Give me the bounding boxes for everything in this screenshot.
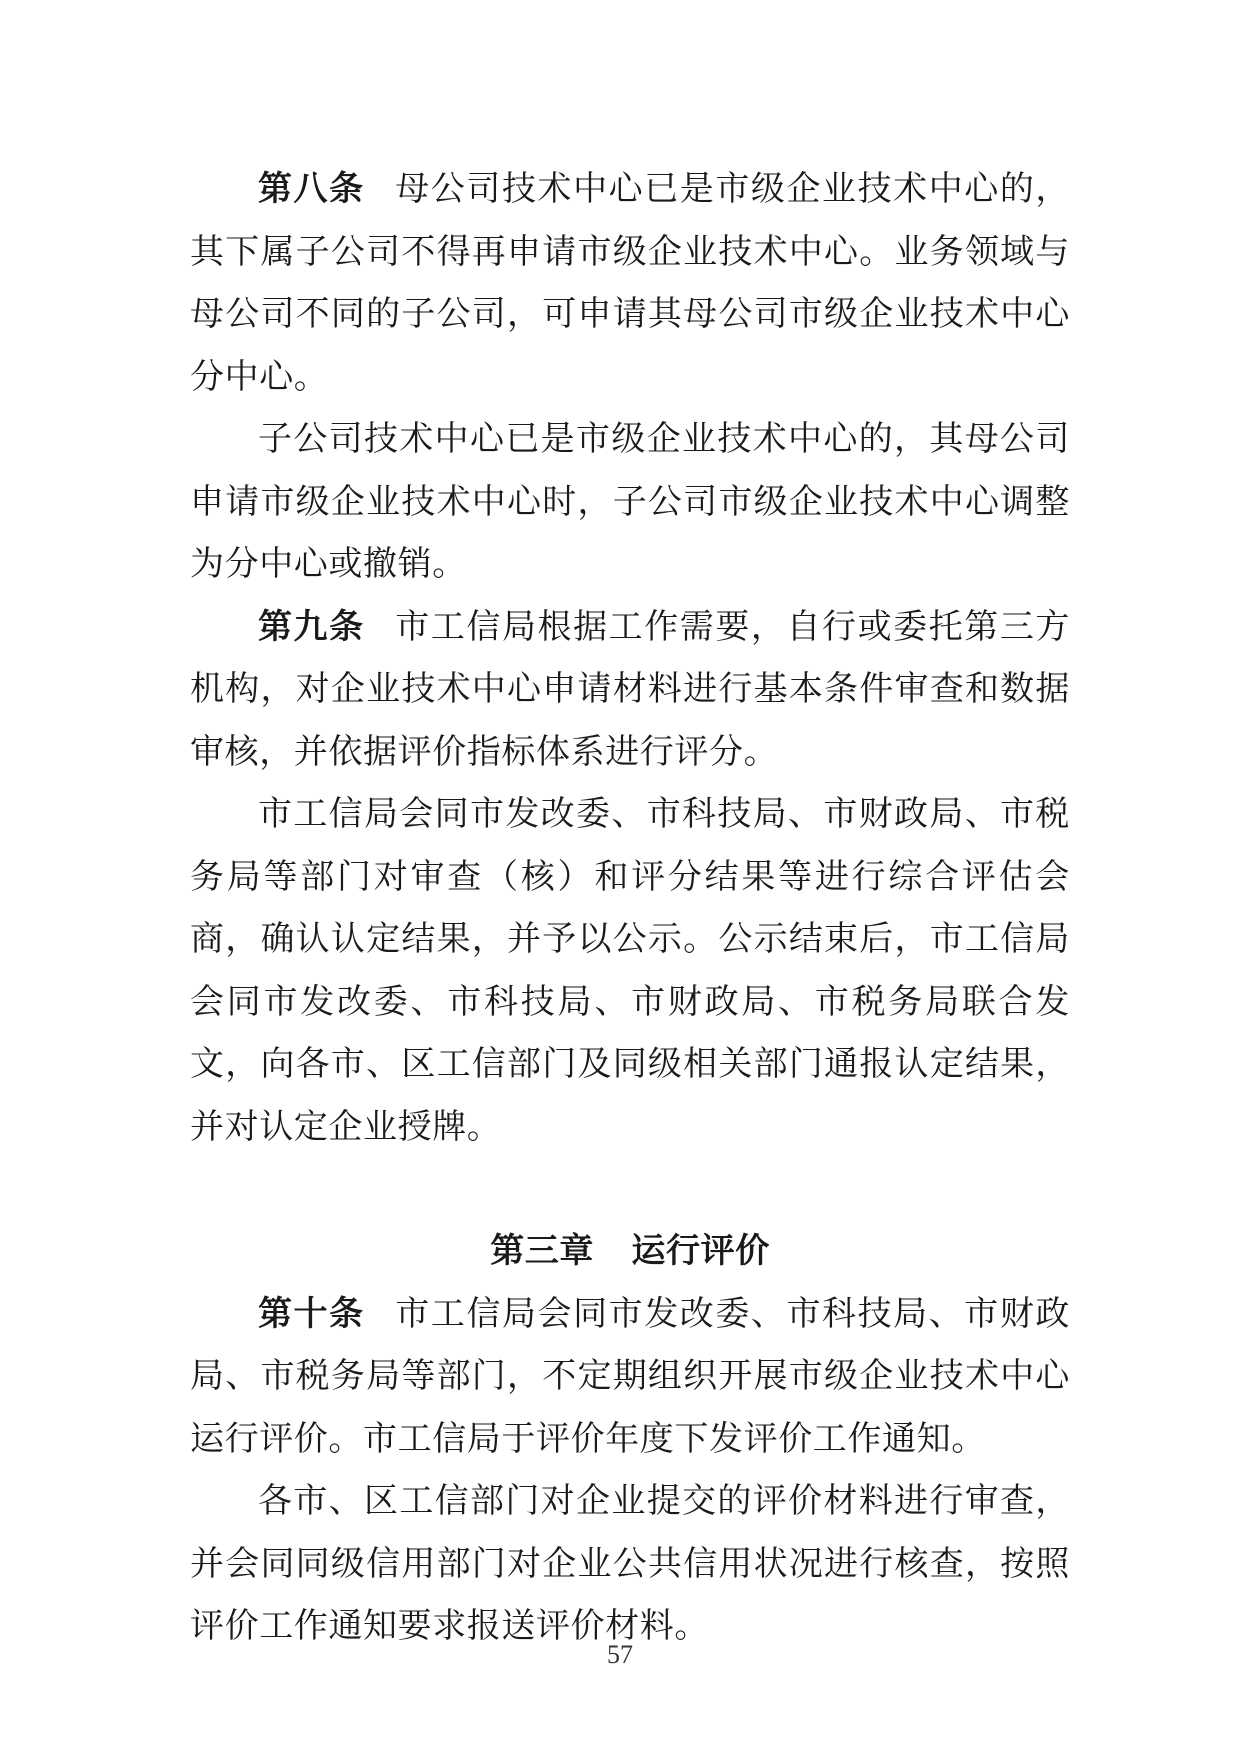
body-text <box>190 158 1070 1658</box>
chapter-number: 第三章 <box>490 1231 594 1271</box>
article-9-number: 第九条 <box>258 606 365 647</box>
article-8-text-1: 母公司技术中心已是市级企业技术中心的，其下属子公司不得再申请市级企业技术中心。业务领域与母公司不同的子公司，可申请其母公司市级企业技术中心分中心。 <box>190 169 1070 397</box>
article-9-text-1: 市工信局根据工作需要，自行或委托第三方机构，对企业技术中心申请材料进行基本条件审查和数据审核，并依据评价指标体系进行评分。 <box>190 606 1070 772</box>
chapter-heading <box>190 1220 1070 1283</box>
article-10-paragraph-2: 各市、区工信部门对企业提交的评价材料进行审查，并会同同级信用部门对企业公共信用状况进行核查，按照评价工作通知要求报送评价材料。 <box>190 1481 1070 1646</box>
article-9-paragraph-1 <box>190 596 1070 784</box>
article-8-number: 第八条 <box>258 169 365 209</box>
article-10-paragraph-1 <box>190 1283 1070 1471</box>
article-10-text-1: 市工信局会同市发改委、市科技局、市财政局、市税务局等部门，不定期组织开展市级企业技术中心运行评价。市工信局于评价年度下发评价工作通知。 <box>190 1293 1070 1459</box>
chapter-title: 运行评价 <box>631 1231 770 1271</box>
article-9-paragraph-2: 市工信局会同市发改委、市科技局、市财政局、市税务局等部门对审查（核）和评分结果等进行综合评估会商，确认认定结果，并予以公示。公示结束后，市工信局会同市发改委、市科技局、市财政局、市税务局联合发文，向各市、区工信部门及同级相关部门通报认定结果，并对认定企业授牌。 <box>190 794 1070 1147</box>
page-number: 57 <box>607 1640 633 1669</box>
article-8-paragraph-1 <box>190 158 1070 408</box>
chapter-spacer <box>190 1158 1070 1220</box>
article-8-paragraph-2: 子公司技术中心已是市级企业技术中心的，其母公司申请市级企业技术中心时，子公司市级企业技术中心调整为分中心或撤销。 <box>190 419 1070 584</box>
article-10-number: 第十条 <box>258 1293 365 1334</box>
